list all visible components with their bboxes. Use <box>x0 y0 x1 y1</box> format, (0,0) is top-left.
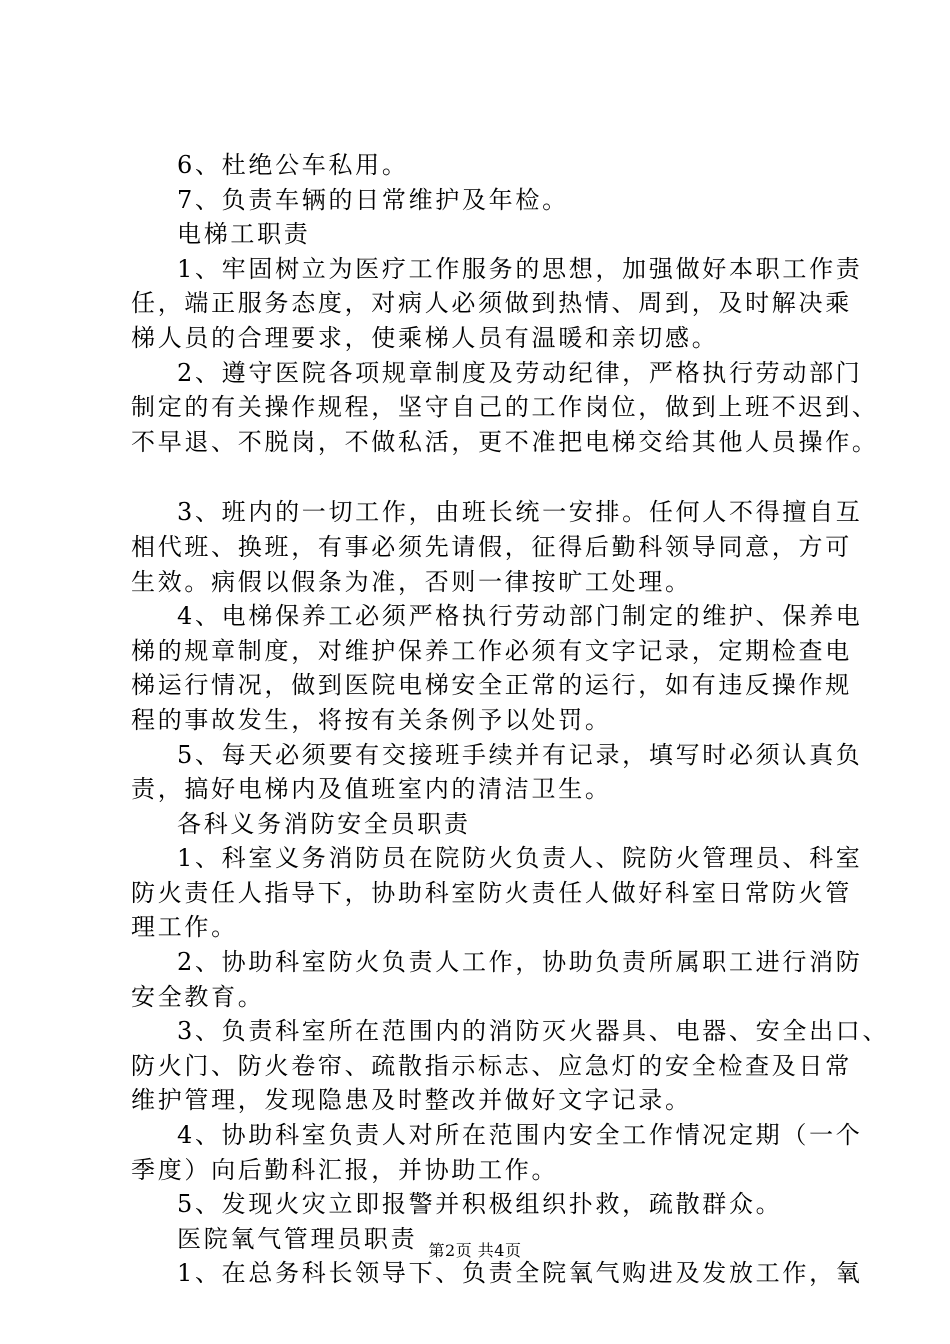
text-line: 生效。病假以假条为准，否则一律按旷工处理。 <box>131 567 692 596</box>
text-line: 电梯工职责 <box>177 220 311 249</box>
text-line: 5、每天必须要有交接班手续并有记录，填写时必须认真负 <box>177 740 863 769</box>
text-line: 1、科室义务消防员在院防火负责人、院防火管理员、科室 <box>177 844 863 873</box>
text-line: 制定的有关操作规程，坚守自己的工作岗位，做到上班不迟到、 <box>131 393 879 422</box>
document-body <box>131 148 890 1291</box>
text-line: 维护管理，发现隐患及时整改并做好文字记录。 <box>131 1086 692 1115</box>
text-line: 安全教育。 <box>131 982 265 1011</box>
text-line: 防火门、防火卷帘、疏散指示标志、应急灯的安全检查及日常 <box>131 1051 852 1080</box>
text-line: 医院氧气管理员职责 <box>177 1224 418 1253</box>
paragraph-gap <box>131 459 843 495</box>
text-line: 6、杜绝公车私用。 <box>177 151 409 179</box>
text-line: 3、负责科室所在范围内的消防灭火器具、电器、安全出口、 <box>177 1017 890 1046</box>
text-line: 理工作。 <box>131 913 238 942</box>
text-line: 梯运行情况，做到医院电梯安全正常的运行，如有违反操作规 <box>131 671 852 700</box>
text-line: 梯的规章制度，对维护保养工作必须有文字记录，定期检查电 <box>131 636 852 665</box>
text-line: 7、负责车辆的日常维护及年检。 <box>177 185 569 214</box>
text-line: 梯人员的合理要求，使乘梯人员有温暖和亲切感。 <box>131 323 719 352</box>
text-line: 责，搞好电梯内及值班室内的清洁卫生。 <box>131 775 612 804</box>
text-line: 任，端正服务态度，对病人必须做到热情、周到，及时解决乘 <box>131 289 852 318</box>
page-footer: 第2页 共4页 <box>428 1241 522 1260</box>
text-line: 1、在总务科长领导下、负责全院氧气购进及发放工作，氧 <box>177 1259 863 1288</box>
text-line: 相代班、换班，有事必须先请假，征得后勤科领导同意，方可 <box>131 532 852 561</box>
text-line: 1、牢固树立为医疗工作服务的思想，加强做好本职工作责 <box>177 254 863 283</box>
text-line: 4、协助科室负责人对所在范围内安全工作情况定期（一个 <box>177 1121 863 1150</box>
text-line: 不早退、不脱岗，不做私活，更不准把电梯交给其他人员操作。 <box>131 427 879 456</box>
text-line: 季度）向后勤科汇报，并协助工作。 <box>131 1155 559 1184</box>
text-line: 防火责任人指导下，协助科室防火责任人做好科室日常防火管 <box>131 878 852 907</box>
text-line: 2、遵守医院各项规章制度及劳动纪律，严格执行劳动部门 <box>177 358 863 387</box>
text-line: 4、电梯保养工必须严格执行劳动部门制定的维护、保养电 <box>177 602 863 631</box>
text-line: 程的事故发生，将按有关条例予以处罚。 <box>131 705 612 734</box>
text-line: 3、班内的一切工作，由班长统一安排。任何人不得擅自互 <box>177 498 863 527</box>
text-line: 各科义务消防安全员职责 <box>177 809 471 838</box>
text-line: 5、发现火灾立即报警并积极组织扑救，疏散群众。 <box>177 1190 783 1219</box>
text-line: 2、协助科室防火负责人工作，协助负责所属职工进行消防 <box>177 948 863 977</box>
